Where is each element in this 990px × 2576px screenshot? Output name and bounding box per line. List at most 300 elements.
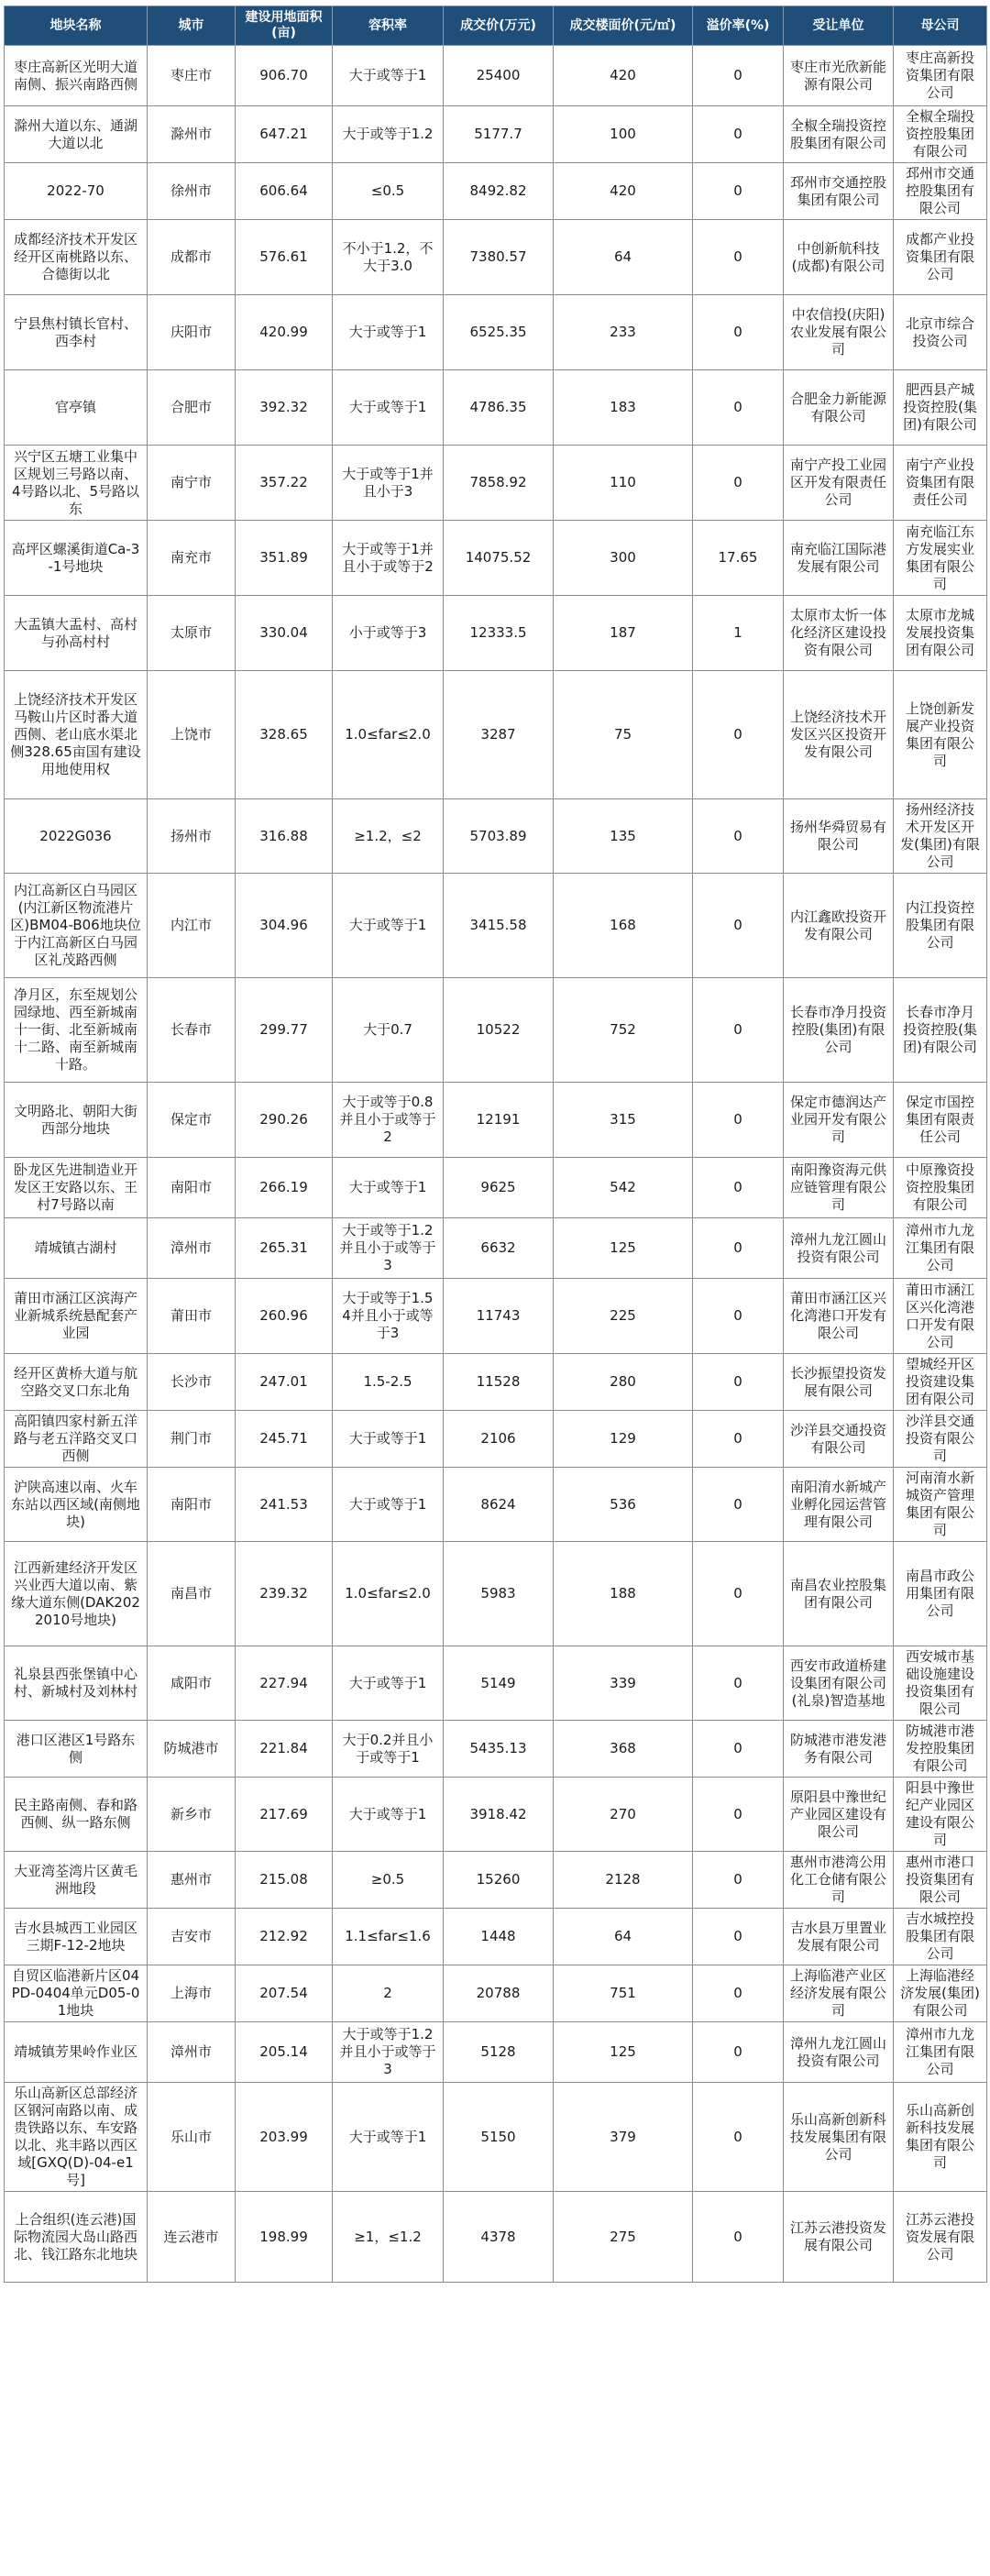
cell-premium-rate: 0	[693, 446, 784, 521]
cell-plot-ratio: 大于或等于1	[333, 295, 444, 370]
cell-floor-price: 536	[554, 1468, 693, 1542]
cell-parcel-name: 高阳镇四家村新五洋路与老五洋路交叉口西侧	[5, 1411, 148, 1468]
cell-parent-company: 上海临港经济发展(集团)有限公司	[894, 1965, 987, 2022]
cell-land-area: 215.08	[236, 1852, 333, 1909]
cell-premium-rate: 0	[693, 1279, 784, 1354]
cell-land-area: 227.94	[236, 1646, 333, 1721]
cell-city: 成都市	[148, 220, 236, 295]
cell-land-area: 212.92	[236, 1909, 333, 1965]
cell-parent-company: 吉水城控投股集团有限公司	[894, 1909, 987, 1965]
table-row	[5, 671, 987, 799]
cell-transaction-price: 15260	[444, 1852, 554, 1909]
cell-transferee: 南阳淯水新城产业孵化园运营管理有限公司	[784, 1468, 894, 1542]
cell-plot-ratio: 大于或等于1	[333, 874, 444, 978]
cell-parcel-name: 上合组织(连云港)国际物流园大岛山路西北、钱江路东北地块	[5, 2192, 148, 2283]
cell-floor-price: 125	[554, 2022, 693, 2083]
table-row	[5, 46, 987, 106]
cell-parent-company: 内江投资控股集团有限公司	[894, 874, 987, 978]
cell-land-area: 357.22	[236, 446, 333, 521]
table-row	[5, 1778, 987, 1852]
cell-transaction-price: 10522	[444, 978, 554, 1083]
cell-transaction-price: 3918.42	[444, 1778, 554, 1852]
cell-floor-price: 233	[554, 295, 693, 370]
cell-parent-company: 南宁产业投资集团有限责任公司	[894, 446, 987, 521]
cell-parent-company: 邳州市交通控股集团有限公司	[894, 163, 987, 220]
cell-plot-ratio: 1.1≤far≤1.6	[333, 1909, 444, 1965]
cell-parcel-name: 乐山高新区总部经济区钢河南路以南、成贵铁路以东、车安路以北、兆丰路以西区域[GXQ(D)-04-e1号]	[5, 2083, 148, 2192]
cell-land-area: 290.26	[236, 1083, 333, 1158]
cell-premium-rate: 0	[693, 1468, 784, 1542]
cell-premium-rate: 0	[693, 978, 784, 1083]
cell-parcel-name: 经开区黄桥大道与航空路交叉口东北角	[5, 1354, 148, 1411]
cell-land-area: 606.64	[236, 163, 333, 220]
cell-city: 滁州市	[148, 106, 236, 163]
cell-parcel-name: 2022-70	[5, 163, 148, 220]
cell-land-area: 420.99	[236, 295, 333, 370]
cell-plot-ratio: ≤0.5	[333, 163, 444, 220]
cell-premium-rate: 0	[693, 46, 784, 106]
cell-transferee: 南宁产投工业园区开发有限责任公司	[784, 446, 894, 521]
cell-parent-company: 成都产业投资集团有限公司	[894, 220, 987, 295]
cell-parent-company: 乐山高新创新科技发展集团有限公司	[894, 2083, 987, 2192]
cell-premium-rate: 0	[693, 1721, 784, 1778]
cell-city: 南宁市	[148, 446, 236, 521]
cell-parcel-name: 莆田市涵江区滨海产业新城系统悬配套产业园	[5, 1279, 148, 1354]
cell-land-area: 906.70	[236, 46, 333, 106]
cell-parent-company: 南充临江东方发展实业集团有限公司	[894, 521, 987, 596]
cell-transferee: 内江鑫欧投资开发有限公司	[784, 874, 894, 978]
cell-parent-company: 沙洋县交通投资有限公司	[894, 1411, 987, 1468]
cell-floor-price: 752	[554, 978, 693, 1083]
cell-floor-price: 168	[554, 874, 693, 978]
cell-parent-company: 西安城市基础设施建设投资集团有限公司	[894, 1646, 987, 1721]
cell-city: 乐山市	[148, 2083, 236, 2192]
table-header	[5, 6, 987, 46]
cell-land-area: 330.04	[236, 596, 333, 671]
table-row	[5, 163, 987, 220]
cell-city: 连云港市	[148, 2192, 236, 2283]
cell-parent-company: 防城港市港发控股集团有限公司	[894, 1721, 987, 1778]
cell-transaction-price: 5435.13	[444, 1721, 554, 1778]
cell-plot-ratio: 大于或等于0.8并且小于或等于2	[333, 1083, 444, 1158]
cell-city: 南阳市	[148, 1468, 236, 1542]
cell-city: 合肥市	[148, 370, 236, 446]
cell-parcel-name: 内江高新区白马园区(内江新区物流港片区)BM04-B06地块位于内江高新区白马园区礼茂路西侧	[5, 874, 148, 978]
table-row	[5, 2192, 987, 2283]
cell-land-area: 241.53	[236, 1468, 333, 1542]
cell-land-area: 239.32	[236, 1542, 333, 1646]
table-row	[5, 1965, 987, 2022]
table-row	[5, 1158, 987, 1218]
cell-plot-ratio: 大于或等于1.2并且小于或等于3	[333, 2022, 444, 2083]
cell-transaction-price: 11743	[444, 1279, 554, 1354]
cell-parcel-name: 沪陕高速以南、火车东站以西区域(南侧地块)	[5, 1468, 148, 1542]
table-row	[5, 446, 987, 521]
cell-premium-rate: 0	[693, 163, 784, 220]
cell-plot-ratio: ≥0.5	[333, 1852, 444, 1909]
cell-transferee: 沙洋县交通投资有限公司	[784, 1411, 894, 1468]
cell-land-area: 647.21	[236, 106, 333, 163]
cell-land-area: 266.19	[236, 1158, 333, 1218]
header-parcel-name: 地块名称	[5, 6, 148, 46]
cell-land-area: 247.01	[236, 1354, 333, 1411]
cell-floor-price: 339	[554, 1646, 693, 1721]
cell-city: 枣庄市	[148, 46, 236, 106]
cell-transaction-price: 5149	[444, 1646, 554, 1721]
cell-land-area: 316.88	[236, 799, 333, 874]
cell-parent-company: 南昌市政公用集团有限公司	[894, 1542, 987, 1646]
cell-parent-company: 扬州经济技术开发区开发(集团)有限公司	[894, 799, 987, 874]
cell-city: 徐州市	[148, 163, 236, 220]
cell-transferee: 吉水县万里置业发展有限公司	[784, 1909, 894, 1965]
cell-parent-company: 北京市综合投资公司	[894, 295, 987, 370]
cell-plot-ratio: 大于或等于1并且小于或等于2	[333, 521, 444, 596]
cell-floor-price: 379	[554, 2083, 693, 2192]
cell-transferee: 枣庄市光欣新能源有限公司	[784, 46, 894, 106]
cell-land-area: 351.89	[236, 521, 333, 596]
cell-transferee: 长沙振望投资发展有限公司	[784, 1354, 894, 1411]
cell-parent-company: 长春市净月投资控股(集团)有限公司	[894, 978, 987, 1083]
cell-parcel-name: 官亭镇	[5, 370, 148, 446]
cell-transferee: 莆田市涵江区兴化湾港口开发有限公司	[784, 1279, 894, 1354]
table-row	[5, 1909, 987, 1965]
cell-premium-rate: 17.65	[693, 521, 784, 596]
cell-parent-company: 望城经开区投资建设集团有限公司	[894, 1354, 987, 1411]
table-row	[5, 2022, 987, 2083]
cell-plot-ratio: 不小于1.2，不大于3.0	[333, 220, 444, 295]
table-row	[5, 799, 987, 874]
cell-premium-rate: 0	[693, 1083, 784, 1158]
cell-transaction-price: 3415.58	[444, 874, 554, 978]
table-row	[5, 295, 987, 370]
cell-transferee: 漳州九龙江圆山投资有限公司	[784, 2022, 894, 2083]
cell-parent-company: 阳县中豫世纪产业园区建设有限公司	[894, 1778, 987, 1852]
cell-parcel-name: 吉水县城西工业园区三期F-12-2地块	[5, 1909, 148, 1965]
cell-transferee: 中农信投(庆阳)农业发展有限公司	[784, 295, 894, 370]
cell-plot-ratio: 大于0.7	[333, 978, 444, 1083]
cell-land-area: 221.84	[236, 1721, 333, 1778]
cell-transferee: 扬州华舜贸易有限公司	[784, 799, 894, 874]
cell-transferee: 上饶经济技术开发区兴区投资开发有限公司	[784, 671, 894, 799]
cell-city: 吉安市	[148, 1909, 236, 1965]
cell-parcel-name: 靖城镇芳果岭作业区	[5, 2022, 148, 2083]
cell-parent-company: 漳州市九龙江集团有限公司	[894, 2022, 987, 2083]
cell-floor-price: 315	[554, 1083, 693, 1158]
cell-transaction-price: 6525.35	[444, 295, 554, 370]
cell-city: 庆阳市	[148, 295, 236, 370]
cell-plot-ratio: ≥1.2，≤2	[333, 799, 444, 874]
cell-parcel-name: 靖城镇古湖村	[5, 1218, 148, 1279]
cell-parcel-name: 净月区，东至规划公园绿地、西至新城南十一街、北至新城南十二路、南至新城南十路。	[5, 978, 148, 1083]
cell-plot-ratio: 小于或等于3	[333, 596, 444, 671]
table-row	[5, 220, 987, 295]
cell-plot-ratio: 大于或等于1.2	[333, 106, 444, 163]
cell-plot-ratio: 大于或等于1	[333, 1158, 444, 1218]
cell-transaction-price: 4786.35	[444, 370, 554, 446]
cell-transferee: 南阳豫资海元供应链管理有限公司	[784, 1158, 894, 1218]
cell-premium-rate: 0	[693, 2022, 784, 2083]
cell-premium-rate: 0	[693, 1852, 784, 1909]
cell-premium-rate: 0	[693, 2083, 784, 2192]
cell-transaction-price: 3287	[444, 671, 554, 799]
cell-parcel-name: 大盂镇大盂村、高村与孙高村村	[5, 596, 148, 671]
cell-parent-company: 江苏云港投资发展有限公司	[894, 2192, 987, 2283]
cell-floor-price: 75	[554, 671, 693, 799]
cell-plot-ratio: 1.0≤far≤2.0	[333, 671, 444, 799]
cell-transaction-price: 9625	[444, 1158, 554, 1218]
cell-plot-ratio: ≥1，≤1.2	[333, 2192, 444, 2283]
cell-transferee: 漳州九龙江圆山投资有限公司	[784, 1218, 894, 1279]
header-plot-ratio: 容积率	[333, 6, 444, 46]
cell-transferee: 保定市德润达产业园开发有限公司	[784, 1083, 894, 1158]
table-row	[5, 1852, 987, 1909]
cell-parcel-name: 大亚湾荃湾片区黄毛洲地段	[5, 1852, 148, 1909]
cell-floor-price: 368	[554, 1721, 693, 1778]
table-row	[5, 1721, 987, 1778]
cell-transaction-price: 8624	[444, 1468, 554, 1542]
cell-parent-company: 漳州市九龙江集团有限公司	[894, 1218, 987, 1279]
cell-parcel-name: 滁州大道以东、通湖大道以北	[5, 106, 148, 163]
cell-premium-rate: 0	[693, 799, 784, 874]
cell-plot-ratio: 大于或等于1并且小于3	[333, 446, 444, 521]
cell-floor-price: 187	[554, 596, 693, 671]
cell-transaction-price: 12333.5	[444, 596, 554, 671]
cell-transferee: 西安市政道桥建设集团有限公司(礼泉)智造基地	[784, 1646, 894, 1721]
cell-parent-company: 枣庄高新投资集团有限公司	[894, 46, 987, 106]
cell-city: 上海市	[148, 1965, 236, 2022]
cell-transaction-price: 4378	[444, 2192, 554, 2283]
cell-premium-rate: 0	[693, 370, 784, 446]
cell-land-area: 299.77	[236, 978, 333, 1083]
cell-floor-price: 100	[554, 106, 693, 163]
cell-parent-company: 太原市龙城发展投资集团有限公司	[894, 596, 987, 671]
cell-plot-ratio: 大于或等于1	[333, 1778, 444, 1852]
cell-land-area: 260.96	[236, 1279, 333, 1354]
cell-plot-ratio: 大于0.2并且小于或等于1	[333, 1721, 444, 1778]
cell-floor-price: 270	[554, 1778, 693, 1852]
cell-premium-rate: 0	[693, 106, 784, 163]
cell-land-area: 217.69	[236, 1778, 333, 1852]
cell-city: 荆门市	[148, 1411, 236, 1468]
cell-premium-rate: 0	[693, 1646, 784, 1721]
cell-transferee: 太原市太忻一体化经济区建设投资有限公司	[784, 596, 894, 671]
cell-parent-company: 莆田市涵江区兴化湾港口开发有限公司	[894, 1279, 987, 1354]
cell-parent-company: 全椒全瑞投资控股集团有限公司	[894, 106, 987, 163]
cell-floor-price: 275	[554, 2192, 693, 2283]
header-land-area: 建设用地面积(亩)	[236, 6, 333, 46]
cell-plot-ratio: 2	[333, 1965, 444, 2022]
table-row	[5, 1279, 987, 1354]
cell-parcel-name: 礼泉县西张堡镇中心村、新城村及刘林村	[5, 1646, 148, 1721]
cell-transaction-price: 7380.57	[444, 220, 554, 295]
table-row	[5, 1354, 987, 1411]
cell-city: 保定市	[148, 1083, 236, 1158]
cell-premium-rate: 0	[693, 1411, 784, 1468]
cell-transaction-price: 2106	[444, 1411, 554, 1468]
cell-transaction-price: 5128	[444, 2022, 554, 2083]
cell-transferee: 南充临江国际港发展有限公司	[784, 521, 894, 596]
cell-transaction-price: 5177.7	[444, 106, 554, 163]
cell-city: 咸阳市	[148, 1646, 236, 1721]
cell-floor-price: 751	[554, 1965, 693, 2022]
cell-parcel-name: 文明路北、朝阳大街西部分地块	[5, 1083, 148, 1158]
cell-plot-ratio: 1.5-2.5	[333, 1354, 444, 1411]
cell-city: 内江市	[148, 874, 236, 978]
cell-floor-price: 2128	[554, 1852, 693, 1909]
table-row	[5, 370, 987, 446]
cell-premium-rate: 0	[693, 1158, 784, 1218]
cell-land-area: 207.54	[236, 1965, 333, 2022]
cell-premium-rate: 0	[693, 1965, 784, 2022]
cell-transaction-price: 8492.82	[444, 163, 554, 220]
cell-floor-price: 300	[554, 521, 693, 596]
cell-transferee: 中创新航科技(成都)有限公司	[784, 220, 894, 295]
cell-premium-rate: 0	[693, 2192, 784, 2283]
cell-transaction-price: 25400	[444, 46, 554, 106]
cell-transferee: 南昌农业控股集团有限公司	[784, 1542, 894, 1646]
header-premium-rate: 溢价率(%)	[693, 6, 784, 46]
cell-floor-price: 64	[554, 220, 693, 295]
cell-plot-ratio: 大于或等于1	[333, 1646, 444, 1721]
table-row	[5, 978, 987, 1083]
cell-premium-rate: 1	[693, 596, 784, 671]
cell-parcel-name: 江西新建经济开发区兴业西大道以南、紫缘大道东侧(DAK2022010号地块)	[5, 1542, 148, 1646]
cell-transferee: 防城港市港发港务有限公司	[784, 1721, 894, 1778]
cell-plot-ratio: 大于或等于1	[333, 46, 444, 106]
cell-transaction-price: 11528	[444, 1354, 554, 1411]
cell-transferee: 江苏云港投资发展有限公司	[784, 2192, 894, 2283]
cell-transferee: 乐山高新创新科技发展集团有限公司	[784, 2083, 894, 2192]
cell-parcel-name: 成都经济技术开发区经开区南桃路以东、合德街以北	[5, 220, 148, 295]
cell-floor-price: 183	[554, 370, 693, 446]
table-row	[5, 874, 987, 978]
cell-premium-rate: 0	[693, 295, 784, 370]
cell-transferee: 上海临港产业区经济发展有限公司	[784, 1965, 894, 2022]
table-body	[5, 46, 987, 2283]
cell-parcel-name: 卧龙区先进制造业开发区王安路以东、王村7号路以南	[5, 1158, 148, 1218]
table-row	[5, 521, 987, 596]
cell-parcel-name: 宁县焦村镇长官村、西李村	[5, 295, 148, 370]
cell-plot-ratio: 大于或等于1.2并且小于或等于3	[333, 1218, 444, 1279]
cell-plot-ratio: 大于或等于1	[333, 1411, 444, 1468]
cell-land-area: 328.65	[236, 671, 333, 799]
table-row	[5, 596, 987, 671]
cell-land-area: 203.99	[236, 2083, 333, 2192]
header-floor-price: 成交楼面价(元/㎡)	[554, 6, 693, 46]
cell-land-area: 205.14	[236, 2022, 333, 2083]
header-transferee: 受让单位	[784, 6, 894, 46]
cell-floor-price: 420	[554, 46, 693, 106]
cell-transaction-price: 6632	[444, 1218, 554, 1279]
cell-city: 上饶市	[148, 671, 236, 799]
cell-transferee: 合肥金力新能源有限公司	[784, 370, 894, 446]
cell-parent-company: 河南淯水新城资产管理集团有限公司	[894, 1468, 987, 1542]
cell-floor-price: 129	[554, 1411, 693, 1468]
cell-premium-rate: 0	[693, 671, 784, 799]
cell-city: 漳州市	[148, 2022, 236, 2083]
table-row	[5, 106, 987, 163]
cell-parent-company: 保定市国控集团有限责任公司	[894, 1083, 987, 1158]
cell-city: 南阳市	[148, 1158, 236, 1218]
cell-transferee: 原阳县中豫世纪产业园区建设有限公司	[784, 1778, 894, 1852]
cell-city: 防城港市	[148, 1721, 236, 1778]
cell-city: 惠州市	[148, 1852, 236, 1909]
cell-transaction-price: 14075.52	[444, 521, 554, 596]
cell-premium-rate: 0	[693, 220, 784, 295]
cell-parent-company: 上饶创新发展产业投资集团有限公司	[894, 671, 987, 799]
cell-transaction-price: 5983	[444, 1542, 554, 1646]
cell-transaction-price: 12191	[444, 1083, 554, 1158]
cell-parcel-name: 高坪区螺溪街道Ca-3-1号地块	[5, 521, 148, 596]
cell-parent-company: 肥西县产城投资控股(集团)有限公司	[894, 370, 987, 446]
cell-premium-rate: 0	[693, 874, 784, 978]
cell-premium-rate: 0	[693, 1778, 784, 1852]
cell-plot-ratio: 大于或等于1	[333, 370, 444, 446]
cell-land-area: 392.32	[236, 370, 333, 446]
table-row	[5, 2083, 987, 2192]
cell-city: 漳州市	[148, 1218, 236, 1279]
table-row	[5, 1411, 987, 1468]
cell-parcel-name: 民主路南侧、春和路西侧、纵一路东侧	[5, 1778, 148, 1852]
cell-land-area: 576.61	[236, 220, 333, 295]
cell-parcel-name: 自贸区临港新片区04PD-0404单元D05-01地块	[5, 1965, 148, 2022]
header-city: 城市	[148, 6, 236, 46]
cell-transferee: 全椒全瑞投资控股集团有限公司	[784, 106, 894, 163]
table-row	[5, 1468, 987, 1542]
cell-city: 太原市	[148, 596, 236, 671]
cell-plot-ratio: 大于或等于1	[333, 2083, 444, 2192]
land-transactions-table	[4, 6, 987, 2283]
cell-floor-price: 420	[554, 163, 693, 220]
cell-land-area: 304.96	[236, 874, 333, 978]
cell-transaction-price: 1448	[444, 1909, 554, 1965]
cell-transferee: 长春市净月投资控股(集团)有限公司	[784, 978, 894, 1083]
cell-floor-price: 110	[554, 446, 693, 521]
table-row	[5, 1646, 987, 1721]
cell-plot-ratio: 大于或等于1.54并且小于或等于3	[333, 1279, 444, 1354]
cell-premium-rate: 0	[693, 1218, 784, 1279]
cell-land-area: 265.31	[236, 1218, 333, 1279]
cell-city: 莆田市	[148, 1279, 236, 1354]
cell-floor-price: 280	[554, 1354, 693, 1411]
cell-city: 长春市	[148, 978, 236, 1083]
cell-transferee: 邳州市交通控股集团有限公司	[784, 163, 894, 220]
cell-plot-ratio: 1.0≤far≤2.0	[333, 1542, 444, 1646]
cell-floor-price: 542	[554, 1158, 693, 1218]
cell-parcel-name: 港口区港区1号路东侧	[5, 1721, 148, 1778]
cell-land-area: 198.99	[236, 2192, 333, 2283]
header-transaction-price: 成交价(万元)	[444, 6, 554, 46]
cell-premium-rate: 0	[693, 1909, 784, 1965]
cell-land-area: 245.71	[236, 1411, 333, 1468]
cell-city: 南昌市	[148, 1542, 236, 1646]
header-parent-company: 母公司	[894, 6, 987, 46]
cell-floor-price: 135	[554, 799, 693, 874]
cell-parent-company: 惠州市港口投资集团有限公司	[894, 1852, 987, 1909]
table-row	[5, 1542, 987, 1646]
cell-premium-rate: 0	[693, 1542, 784, 1646]
cell-city: 扬州市	[148, 799, 236, 874]
cell-parcel-name: 枣庄高新区光明大道南侧、振兴南路西侧	[5, 46, 148, 106]
cell-parent-company: 中原豫资投资控股集团有限公司	[894, 1158, 987, 1218]
cell-city: 新乡市	[148, 1778, 236, 1852]
cell-premium-rate: 0	[693, 1354, 784, 1411]
cell-parcel-name: 兴宁区五塘工业集中区规划三号路以南、4号路以北、5号路以东	[5, 446, 148, 521]
cell-parcel-name: 上饶经济技术开发区马鞍山片区时番大道西侧、老山底水渠北侧328.65亩国有建设用地使用权	[5, 671, 148, 799]
cell-transaction-price: 5150	[444, 2083, 554, 2192]
cell-transaction-price: 20788	[444, 1965, 554, 2022]
cell-transaction-price: 7858.92	[444, 446, 554, 521]
